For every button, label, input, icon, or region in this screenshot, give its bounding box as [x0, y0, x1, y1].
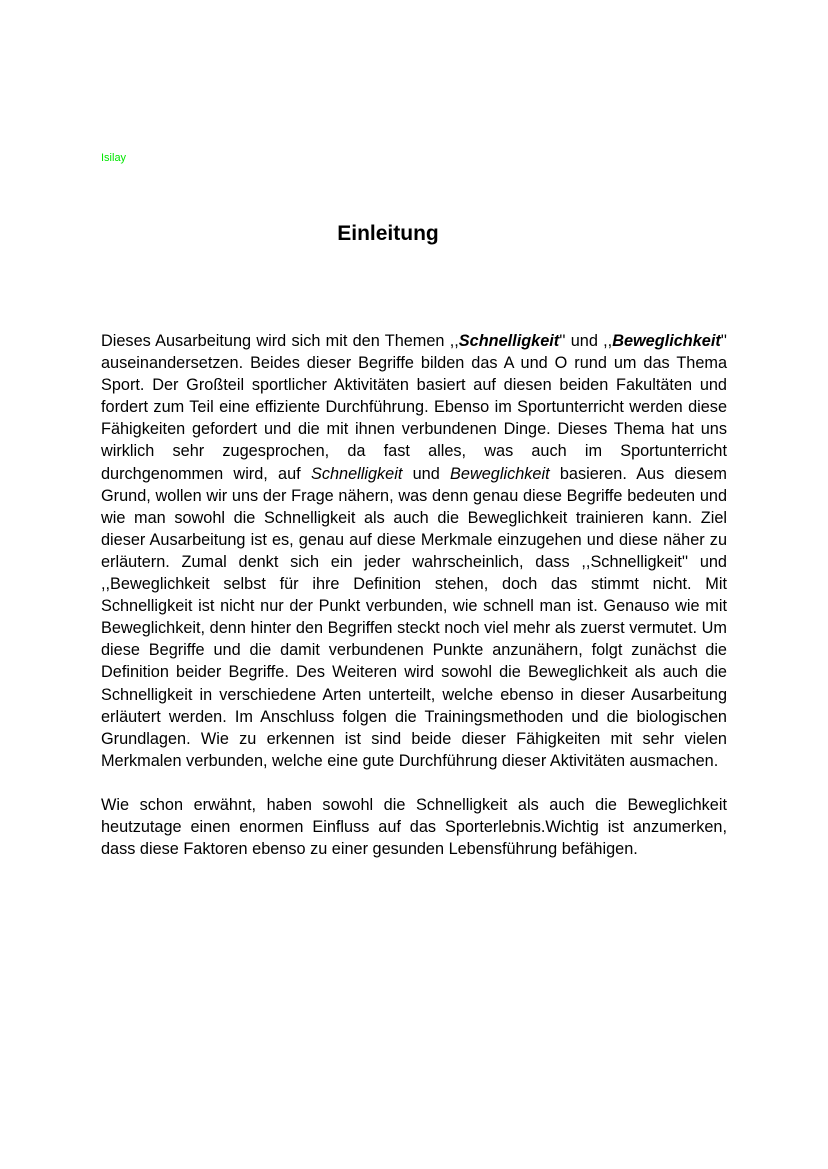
introduction-paragraph [101, 330, 727, 772]
emphasis-term: Beweglichkeit [612, 332, 721, 350]
body-text [101, 330, 727, 860]
emphasis-term: Schnelligkeit [458, 332, 560, 350]
italic-term: Schnelligkeit [310, 464, 403, 483]
text-segment: basieren. Aus diesem Grund, wollen wir uns der Frage nähern, was denn genau diese Begriffe bedeuten und wie man sowohl die Schnelligkeit als auch die Beweglichkeit trainieren kann. Ziel dieser Ausarbeitung ist es, genau auf diese Merkmale einzugehen und diese näher zu erläutern. Zumal denkt sich ein jeder wahrscheinlich, dass ,,Schnelligkeit'' und ,,Beweglichkeit selbst für ihre Definition stehen, doch das stimmt nicht. Mit Schnelligkeit ist nicht nur der Punkt verbunden, wie schnell man ist. Genauso wie mit Beweglichkeit, denn hinter den Begriffen steckt noch viel mehr als zuerst vermutet. Um diese Begriffe und die damit verbundenen Punkte anzunähern, folgt zunächst die Definition beider Begriffe. Des Weiteren wird sowohl die Beweglichkeit als auch die Schnelligkeit in verschiedene Arten unterteilt, welche ebenso in dieser Ausarbeitung erläutert werden. Im Anschluss folgen die Trainingsmethoden und die biologischen Grundlagen. Wie zu erkennen ist sind beide dieser Fähigkeiten mit sehr vielen Merkmalen verbunden, welche eine gute Durchführung dieser Aktivitäten ausmachen. [101, 464, 727, 770]
text-segment: Dieses Ausarbeitung wird sich mit den Themen ,, [101, 332, 459, 350]
text-segment: '' auseinandersetzen. Beides dieser Begriffe bilden das A und O rund um das Thema Sport. Der Großteil sportlicher Aktivitäten basiert auf diesen beiden Fakultäten und fordert zum Teil eine effiziente Durchführung. Ebenso im Sportunterricht werden diese Fähigkeiten gefordert und die mit ihnen verbundenen Dinge. Dieses Thema hat uns wirklich sehr zugesprochen, da fast alles, was auch im Sportunterricht durchgenommen wird, auf [101, 332, 727, 483]
text-segment: und [402, 464, 451, 483]
closing-paragraph: Wie schon erwähnt, haben sowohl die Schnelligkeit als auch die Beweglichkeit heutzutage einen enormen Einfluss auf das Sporterlebnis.Wichtig ist anzumerken, dass diese Faktoren ebenso zu einer gesunden Lebensführung befähigen. [101, 795, 727, 859]
page-title: Einleitung [337, 222, 439, 245]
author-name: Isilay [101, 152, 127, 164]
text-segment: '' und ,, [559, 332, 613, 350]
italic-term: Beweglichkeit [450, 464, 550, 483]
